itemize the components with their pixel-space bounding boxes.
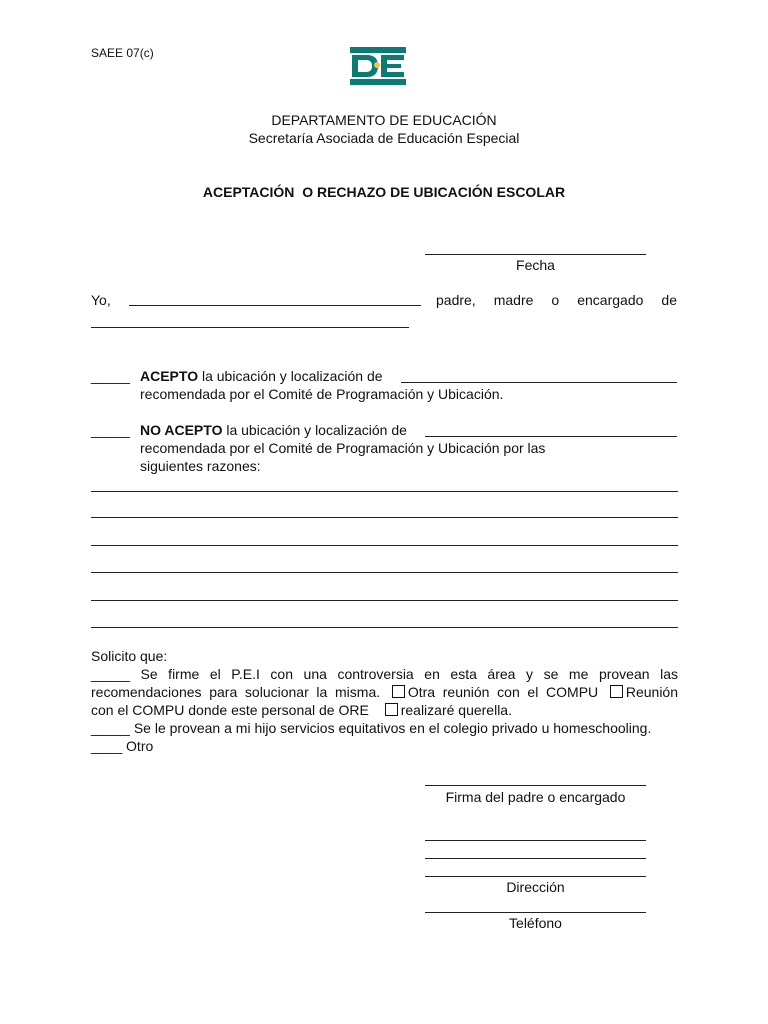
reason-line[interactable]	[91, 627, 678, 628]
request-line3-text: con el COMPU donde este personal de ORE	[91, 702, 369, 718]
request-line4: _____ Se le provean a mi hijo servicios equitativos en el colegio privado u homeschooling.	[91, 720, 652, 736]
reason-line[interactable]	[91, 491, 678, 492]
logo-icon	[349, 46, 407, 86]
name-line[interactable]	[129, 305, 421, 306]
date-line[interactable]	[425, 254, 646, 255]
request-line2-text: recomendaciones para solucionar la misma.	[91, 684, 381, 700]
yo-prefix: Yo,	[91, 292, 111, 308]
date-label: Fecha	[516, 257, 555, 273]
form-title: ACEPTACIÓN O RECHAZO DE UBICACIÓN ESCOLAR	[202, 184, 566, 200]
phone-label: Teléfono	[509, 915, 562, 931]
yo-suffix: padre, madre o encargado de	[436, 292, 677, 308]
other-meeting-label: Otra reunión con el COMPU	[407, 684, 599, 700]
address-line[interactable]	[425, 858, 646, 859]
other-meeting-option[interactable]	[388, 684, 598, 700]
form-code: SAEE 07(c)	[91, 46, 154, 60]
checkbox-complaint[interactable]	[385, 703, 398, 716]
accept-label: ACEPTO	[140, 368, 199, 384]
parent-signature-label: Firma del padre o encargado	[445, 789, 626, 805]
reject-blank[interactable]: _____	[91, 422, 130, 438]
accept-text: la ubicación y localización de	[198, 368, 383, 384]
reason-line[interactable]	[91, 572, 678, 573]
student-line[interactable]	[91, 327, 409, 328]
logo-de	[349, 46, 407, 86]
address-label: Dirección	[506, 879, 565, 895]
reject-line2: recomendada por el Comité de Programación y Ubicación por las	[140, 440, 546, 456]
request-heading: Solicito que:	[91, 648, 168, 664]
meeting-option[interactable]	[606, 684, 678, 700]
accept-location-line[interactable]	[401, 382, 677, 383]
request-line2	[91, 683, 678, 701]
reject-label: NO ACEPTO	[140, 422, 223, 438]
complaint-option[interactable]	[373, 702, 512, 718]
phone-line[interactable]	[425, 912, 646, 913]
secretariat-heading: Secretaría Asociada de Educación Especial	[248, 130, 520, 146]
reject-line3: siguientes razones:	[140, 458, 261, 474]
reason-line[interactable]	[91, 545, 678, 546]
request-line3	[91, 701, 512, 719]
request-line1: _____ Se firme el P.E.I con una controversia en esta área y se me provean las	[91, 666, 678, 682]
parent-signature-line[interactable]	[425, 785, 646, 786]
reject-location-line[interactable]	[425, 436, 677, 437]
accept-line2: recomendada por el Comité de Programación y Ubicación.	[140, 386, 504, 402]
reason-line[interactable]	[91, 600, 678, 601]
complaint-label: realizaré querella.	[400, 702, 512, 718]
reason-line[interactable]	[91, 517, 678, 518]
reject-text: la ubicación y localización de	[222, 422, 407, 438]
checkbox-other-meeting[interactable]	[392, 685, 405, 698]
address-line[interactable]	[425, 876, 646, 877]
accept-blank[interactable]: _____	[91, 368, 130, 384]
accept-statement	[140, 367, 383, 385]
request-line5: ____ Otro	[91, 738, 154, 754]
meeting-label: Reunión	[625, 684, 678, 700]
reject-statement	[140, 421, 407, 439]
checkbox-meeting[interactable]	[610, 685, 623, 698]
department-heading: DEPARTAMENTO DE EDUCACIÓN	[271, 112, 497, 128]
address-line[interactable]	[425, 840, 646, 841]
